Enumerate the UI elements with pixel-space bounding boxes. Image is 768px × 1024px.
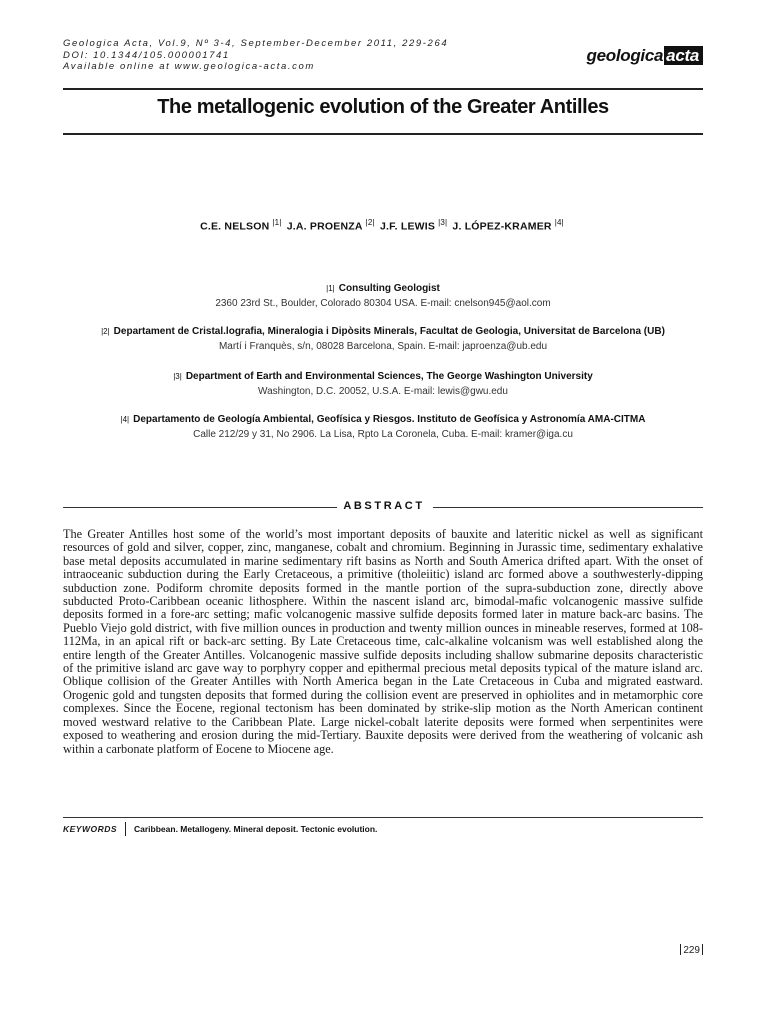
affiliation-name: Departamento de Geología Ambiental, Geofísica y Riesgos. Instituto de Geofísica y Astronomía AMA-CITMA: [133, 414, 646, 425]
page-number-value: 229: [683, 945, 700, 956]
abstract-rule-left: [63, 507, 337, 508]
journal-logo: [587, 46, 703, 66]
page-number-bar-left: [680, 944, 681, 955]
journal-header: [63, 38, 703, 73]
doi-line: DOI: 10.1344/105.000001741: [63, 49, 230, 61]
author-ref: |1|: [272, 218, 282, 227]
logo-text-right: acta: [664, 46, 703, 65]
page-number: [678, 944, 705, 956]
affiliation-address: Washington, D.C. 20052, U.S.A. E-mail: lewis@gwu.edu: [258, 386, 508, 397]
author-name: C.E. NELSON: [200, 220, 270, 233]
journal-citation: Geologica Acta, Vol.9, Nº 3-4, September-December 2011, 229-264: [63, 38, 449, 49]
affiliation-name: Department of Earth and Environmental Sciences, The George Washington University: [185, 371, 593, 382]
author-ref: |3|: [438, 218, 448, 227]
affiliation-address: 2360 23rd St., Boulder, Colorado 80304 USA. E-mail: cnelson945@aol.com: [215, 298, 551, 309]
affiliation-address: Calle 212/29 y 31, No 2906. La Lisa, Rpto La Coronela, Cuba. E-mail: kramer@iga.cu: [193, 429, 573, 440]
keywords-row: [63, 822, 703, 836]
affiliation-3: [63, 369, 703, 399]
author-name: J.A. PROENZA: [286, 220, 363, 233]
keywords-label: KEYWORDS: [63, 824, 118, 834]
author-name: J. LÓPEZ-KRAMER: [452, 220, 552, 233]
abstract-rule-right: [433, 507, 703, 508]
paper-title: The metallogenic evolution of the Greater Antilles: [157, 96, 609, 118]
keywords-rule: [63, 817, 703, 818]
author-name: J.F. LEWIS: [379, 220, 436, 233]
abstract-text: The Greater Antilles host some of the world’s most important deposits of bauxite and lateritic nickel as well as significant resources of gold and silver, copper, zinc, manganese, cobalt and chromium. Beginning in Jurassic time, sedimentary exhalative base metal deposits accumulated in marine sedimentary rift basins as North and South America drifted apart. With the onset of intraoceanic subduction during the Early Cretaceous, a primitive (tholeiitic) island arc formed above a southwesterly-dipping subduction zone. Podiform chromite deposits formed in the mantle portion of the supra-subduction zone, directly above subducted Proto-Caribbean oceanic lithosphere. Within the nascent island arc, bimodal-mafic volcanogenic massive sulfide deposits formed in a fore-arc setting; mafic volcanogenic massive sulfide deposits formed later in mature back-arc basins. The Pueblo Viejo gold district, with five million ounces in production and twenty million ounces in mineable reserves, formed at 108-112Ma, in an apical rift or back-arc setting. By Late Cretaceous time, calc-alkaline volcanism was well established along the entire length of the Greater Antilles. Volcanogenic massive sulfide deposits including shallow submarine deposits characteristic of the primitive island arc gave way to porphyry copper and epithermal precious metal deposits typical of the mature island arc. Oblique collision of the Greater Antilles with North America began in the Late Cretaceous in Cuba and migrated eastward. Orogenic gold and tungsten deposits that formed during the collision event are preserved in ophiolites and in metamorphic core complexes. Since the Eocene, regional tectonism has been dominated by strike-slip motion as the North American continent moved westward relative to the Caribbean Plate. Large nickel-cobalt laterite deposits were formed when serpentinites were exposed to weathering and erosion during the mid-Tertiary. Bauxite deposits were derived from the weathering of volcanic ash within a carbonate platform of Eocene to Miocene age.: [63, 527, 703, 756]
affiliation-number: |2|: [101, 327, 110, 336]
title-rule-top: [63, 88, 703, 90]
affiliation-name: Departament de Cristal.lografia, Mineralogia i Dipòsits Minerals, Facultat de Geologia, Universitat de Barcelona (UB): [113, 326, 665, 337]
keywords-divider: [125, 822, 126, 836]
author-ref: |4|: [554, 218, 564, 227]
affiliation-name: Consulting Geologist: [338, 283, 440, 294]
page-number-bar-right: [702, 944, 703, 955]
abstract-heading: [63, 500, 703, 514]
affiliation-address: Martí i Franquès, s/n, 08028 Barcelona, Spain. E-mail: japroenza@ub.edu: [218, 341, 548, 352]
affiliation-number: |1|: [326, 284, 335, 293]
affiliation-4: [63, 412, 703, 442]
abstract-label: ABSTRACT: [343, 500, 425, 512]
affiliation-1: [63, 281, 703, 311]
affiliation-number: |4|: [120, 415, 130, 424]
logo-text-left: geologica: [586, 46, 664, 65]
affiliation-number: |3|: [173, 372, 182, 381]
title-rule-bottom: [63, 133, 703, 135]
keywords-text: Caribbean. Metallogeny. Mineral deposit. Tectonic evolution.: [134, 824, 378, 834]
author-list: [63, 218, 703, 233]
affiliation-2: [63, 324, 703, 354]
availability-line: Available online at www.geologica-acta.com: [63, 61, 315, 72]
author-ref: |2|: [365, 218, 375, 227]
